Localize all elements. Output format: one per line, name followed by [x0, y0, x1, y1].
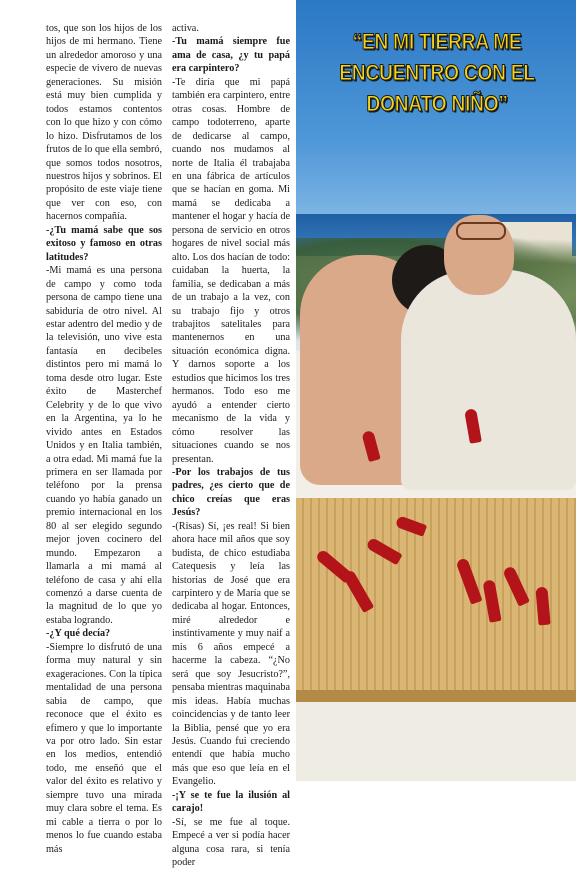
man-figure — [401, 270, 576, 490]
floor — [296, 702, 576, 781]
wicker-tray — [296, 498, 576, 698]
paragraph: -Mi mamá es una persona de campo y como toda persona de campo tiene una sabiduría de otro nivel. Al estar adentro del medio y de la televisión, uno vive esta fantasía en decibeles distintos pero mi mamá lo toma desde otro lugar. Este éxito de Masterchef Celebrity y de lo que vivo en la Argentina, ya lo he vivido antes en Estados Unidos y en Italia también, a otra edad. Mi mamá fue la primera en ser llamada por teléfono por la prensa cuando yo había ganado un premio internacional en los 80 al ser elegido segundo mejor joven cocinero del mundo. Empezaron a llamarla a mi mamá al teléfono de casa y ahí ella comenzó a darse cuenta de la magnitud de lo que yo estaba logrando. — [46, 265, 162, 626]
article-column-1 — [46, 22, 162, 856]
question: -Por los trabajos de tus padres, ¿es cierto que de chico creías que eras Jesús? — [172, 466, 290, 519]
paragraph: activa. — [172, 23, 199, 34]
question: -Tu mamá siempre fue ama de casa, ¿y tu papá era carpintero? — [172, 36, 290, 75]
tray-edge — [296, 690, 576, 702]
question: -¿Tu mamá sabe que sos exitoso y famoso en otras latitudes? — [46, 224, 162, 263]
paragraph: -Sí, se me fue al toque. Empecé a ver si podía hacer alguna cosa rara, si tenía poder — [172, 816, 290, 869]
question: -¿Y qué decía? — [46, 628, 111, 640]
paragraph: -Siempre lo disfrutó de una forma muy natural y sin exageraciones. Con la típica mentalidad de una persona sabia de campo, que reconoce que el éxito es efímero y que lo importante va por otro lado. Sin estar en los medios, entendió todo, me enseñó que el valor del éxito es relativo y siempre tuvo una mirada muy clara sobre el tema. Es mi cable a tierra o por lo menos lo fue cuando estaba más — [46, 641, 162, 855]
article-column-2 — [172, 22, 290, 870]
paragraph: -Te diría que mi papá también era carpintero, entre otras cosas. Hombre de campo todoterreno, aparte de dedicarse al campo, cuando nos mudamos al norte de Italia él trabajaba en una fábrica de artículos que se hacían en goma. Mi mamá se dedicaba a mantener el hogar y hacía de persona de servicio en otros hogares de nivel social más alto. Los dos hacían de todo: cuidaban la huerta, la familia, se dedicaban a más de un trabajo a la vez, con su trabajo fijo y otros trabajitos satelitales para mantenernos en una situación económica digna. Y darnos soporte a los estudios que hicimos los tres hermanos. Todo eso me ayudó a entender cierto mecanismo de la vida y cómo resolver las situaciones cuando se nos presentan. — [172, 76, 290, 465]
paragraph: -(Risas) Sí, ¡es real! Si bien ahora hace mil años que soy budista, de chico estudiaba Catequesis y leía las historias de José que era carpintero y de María que se dedicaba al hogar. Entonces, miré alrededor e instintivamente y muy naif a mis 6 años empecé a hacerme la cabeza. “¿No será que soy Jesucristo?”, pensaba mientras maquinaba mis ideas. Había muchas coincidencias y de tanto leer la Biblia, pensé que yo era Jesús. Cuando fui creciendo entendí que había mucho más que eso que leía en el Evangelio. — [172, 520, 290, 788]
question: -¡Y se te fue la ilusión al carajo! — [172, 789, 290, 815]
article-photo — [296, 0, 576, 781]
glasses-icon — [456, 222, 506, 240]
headline: “EN MI TIERRA ME ENCUENTRO CON EL DONATO NIÑO” — [339, 29, 535, 116]
paragraph: tos, que son los hijos de los hijos de mi hermano. Tiene un alrededor amoroso y una especie de vivero de nuevas generaciones. Su misión está muy bien cumplida y todos estamos contentos con lo que hizo y con cómo lo hizo. Disfrutamos de los frutos de lo que ella sembró, que somos todos nosotros, nuestros hijos y sobrinos. El propósito de este viaje tiene que ver con eso, con hacernos compañía. — [46, 23, 162, 223]
